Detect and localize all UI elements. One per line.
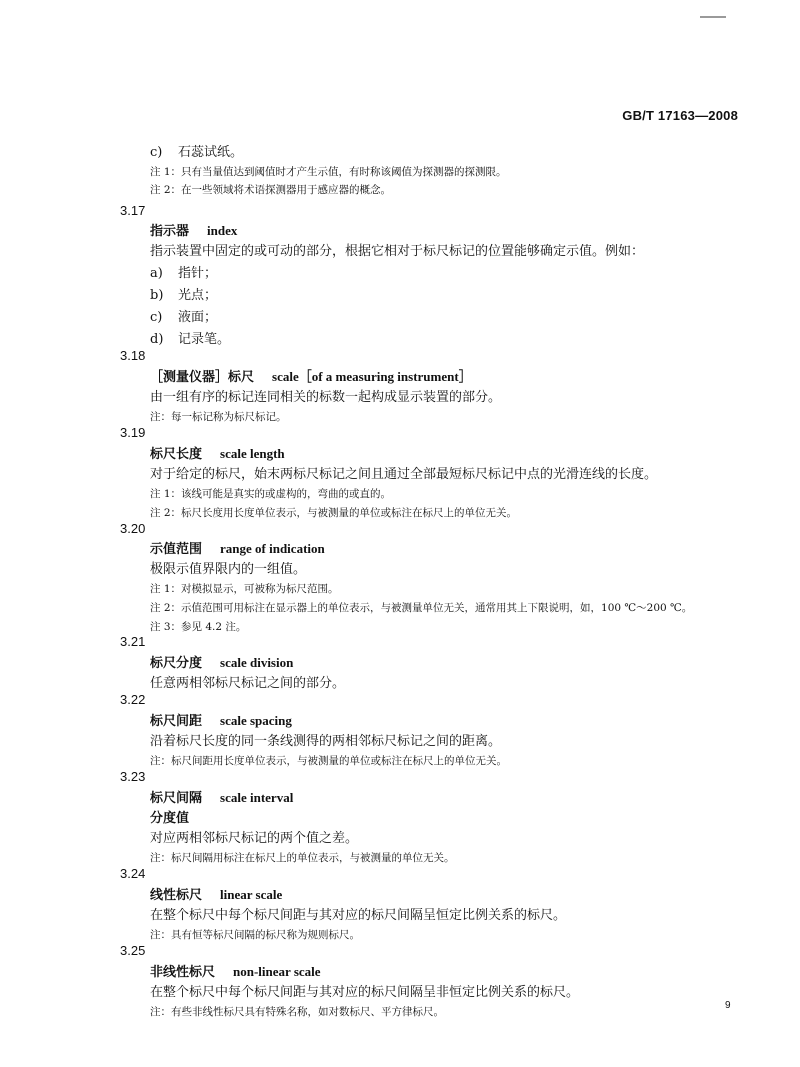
term-zh: ［测量仪器］标尺 [150,370,255,385]
term-zh: 示值范围 [150,542,203,557]
list-label: c) [150,310,163,325]
term-zh: 线性标尺 [150,888,203,903]
term-title [150,538,325,557]
term-title [150,961,321,980]
term-zh: 标尺分度 [150,656,203,671]
term-title [150,220,237,239]
term-en: scale［of a measuring instrument］ [272,369,472,384]
definition: 对应两相邻标尺标记的两个值之差。 [150,831,359,846]
note: 注 1：只有当量值达到阈值时才产生示值，有时称该阈值为探测器的探测限。 [150,166,507,178]
definition: 在整个标尺中每个标尺间距与其对应的标尺间隔呈恒定比例关系的标尺。 [150,908,567,923]
clause-number: 3.25 [120,943,146,958]
term-alternative: 分度值 [150,811,190,826]
note: 注 2：标尺长度用长度单位表示，与被测量的单位或标注在标尺上的单位无关。 [150,507,518,519]
clause-number: 3.24 [120,866,146,881]
list-item [150,328,230,347]
term-zh: 标尺间隔 [150,791,203,806]
term-en: index [207,223,238,238]
term-zh: 指示器 [150,224,190,239]
standard-code-header: GB/T 17163—2008 [622,108,738,123]
term-en: linear scale [220,887,283,902]
term-title [150,710,292,729]
note: 注：有些非线性标尺具有特殊名称，如对数标尺、平方律标尺。 [150,1006,444,1018]
note: 注 2：示值范围可用标注在显示器上的单位表示，与被测量单位无关，通常用其上下限说明，如，100 ℃～200 ℃。 [150,602,693,614]
term-zh: 非线性标尺 [150,965,216,980]
note: 注：标尺间距用长度单位表示，与被测量的单位或标注在标尺上的单位无关。 [150,755,507,767]
definition: 指示装置中固定的或可动的部分，根据它相对于标尺标记的位置能够确定示值。例如： [150,244,645,259]
definition: 由一组有序的标记连同相关的标数一起构成显示装置的部分。 [150,390,502,405]
term-en: non-linear scale [233,964,321,979]
term-title [150,652,293,671]
list-item [150,284,217,303]
list-label: a) [150,266,163,281]
definition: 在整个标尺中每个标尺间距与其对应的标尺间隔呈非恒定比例关系的标尺。 [150,985,580,1000]
term-title [150,443,285,462]
definition: 任意两相邻标尺标记之间的部分。 [150,676,346,691]
term-en: range of indication [220,541,325,556]
list-item [150,262,217,281]
clause-number: 3.20 [120,521,146,536]
term-title [150,787,293,806]
list-text: 指针； [178,266,218,281]
term-en: scale interval [220,790,294,805]
note: 注：每一标记称为标尺标记。 [150,411,287,423]
note: 注 1：该线可能是真实的或虚构的，弯曲的或直的。 [150,488,392,500]
clause-number: 3.19 [120,425,146,440]
definition: 极限示值界限内的一组值。 [150,562,307,577]
list-text: 记录笔。 [178,332,231,347]
clause-number: 3.22 [120,692,146,707]
clause-number: 3.17 [120,203,146,218]
list-label: b) [150,288,164,303]
definition: 对于给定的标尺，始末两标尺标记之间且通过全部最短标尺标记中点的光滑连线的长度。 [150,467,658,482]
list-text: 液面； [178,310,218,325]
page-number: 9 [725,1000,731,1011]
term-en: scale division [220,655,294,670]
note: 注：标尺间隔用标注在标尺上的单位表示，与被测量的单位无关。 [150,852,455,864]
list-text: 石蕊试纸。 [178,145,244,160]
clause-number: 3.18 [120,348,146,363]
term-zh: 标尺间距 [150,714,203,729]
clause-number: 3.23 [120,769,146,784]
definition: 沿着标尺长度的同一条线测得的两相邻标尺标记之间的距离。 [150,734,502,749]
term-title [150,884,282,903]
scan-artifact-mark [700,16,726,18]
term-en: scale length [220,446,285,461]
note: 注 1：对模拟显示，可被称为标尺范围。 [150,583,339,595]
list-item [150,141,243,160]
note: 注 2：在一些领域将术语探测器用于感应器的概念。 [150,184,392,196]
note: 注 3：参见 4.2 注。 [150,621,247,633]
note: 注：具有恒等标尺间隔的标尺称为规则标尺。 [150,929,360,941]
list-text: 光点； [178,288,218,303]
list-label: c) [150,145,163,160]
list-label: d) [150,332,164,347]
list-item [150,306,217,325]
term-en: scale spacing [220,713,292,728]
clause-number: 3.21 [120,634,146,649]
term-zh: 标尺长度 [150,447,203,462]
term-title [150,366,472,385]
